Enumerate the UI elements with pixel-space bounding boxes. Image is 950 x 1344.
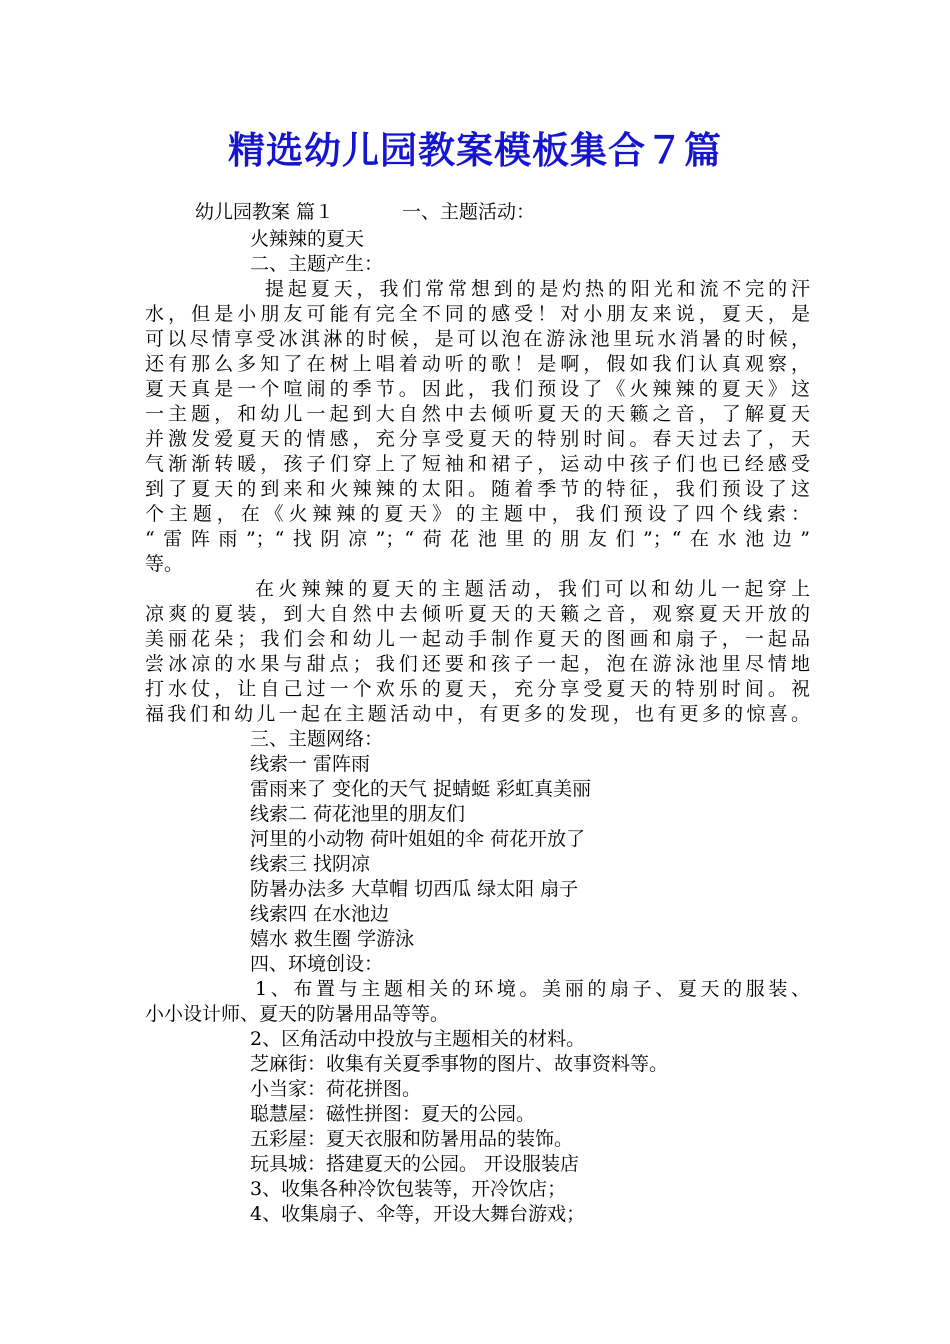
list-item: 河里的小动物 荷叶姐姐的伞 荷花开放了 (250, 828, 586, 850)
paragraph-line: 尝冰凉的水果与甜点；我们还要和孩子一起，泡在游泳池里尽情地 (145, 653, 810, 675)
paragraph-line: 等。 (145, 553, 184, 575)
paragraph-line: 提起夏天，我们常常想到的是灼热的阳光和流不完的汗 (265, 278, 810, 300)
list-item: 4、收集扇子、伞等，开设大舞台游戏； (250, 1203, 586, 1225)
paragraph-line: 可以尽情享受冰淇淋的时候，是可以泡在游泳池里玩水消暑的时候， (145, 328, 810, 350)
paragraph-line: 小小设计师、夏天的防暑用品等等。 (145, 1003, 450, 1025)
list-item: 玩具城：搭建夏天的公园。 开设服装店 (250, 1153, 580, 1175)
list-item: 3、收集各种冷饮包装等，开冷饮店； (250, 1178, 567, 1200)
paragraph-line: “雷阵雨”；“找阴凉”；“荷花池里的朋友们”；“在水池边” (145, 528, 810, 550)
paragraph-line: 水，但是小朋友可能有完全不同的感受！对小朋友来说，夏天，是 (145, 303, 810, 325)
list-item: 雷雨来了 变化的天气 捉蜻蜓 彩虹真美丽 (250, 778, 592, 800)
list-item: 小当家：荷花拼图。 (250, 1078, 422, 1100)
paragraph-line: 打水仗，让自己过一个欢乐的夏天，充分享受夏天的特别时间。祝 (145, 678, 810, 700)
paragraph-line: 福我们和幼儿一起在主题活动中，有更多的发现，也有更多的惊喜。 (145, 703, 810, 725)
list-item: 防暑办法多 大草帽 切西瓜 绿太阳 扇子 (250, 878, 579, 900)
page-title: 精选幼儿园教案模板集合７篇 (228, 128, 722, 172)
paragraph-line: 1、布置与主题相关的环境。美丽的扇子、夏天的服装、 (255, 978, 810, 1000)
paragraph-line: 到了夏天的到来和火辣辣的太阳。随着季节的特征，我们预设了这 (145, 478, 810, 500)
paragraph-line: 在火辣辣的夏天的主题活动，我们可以和幼儿一起穿上 (255, 578, 810, 600)
list-item: 聪慧屋：磁性拼图：夏天的公园。 (250, 1103, 536, 1125)
paragraph-line: 夏天真是一个喧闹的季节。因此，我们预设了《火辣辣的夏天》这 (145, 378, 810, 400)
paragraph-line: 美丽花朵；我们会和幼儿一起动手制作夏天的图画和扇子，一起品 (145, 628, 810, 650)
paragraph-line: 凉爽的夏装，到大自然中去倾听夏天的天籁之音，观察夏天开放的 (145, 603, 810, 625)
paragraph-line: 一主题，和幼儿一起到大自然中去倾听夏天的天籁之音，了解夏天 (145, 403, 810, 425)
paragraph-line: 个主题，在《火辣辣的夏天》的主题中，我们预设了四个线索： (145, 503, 810, 525)
heading-4: 四、环境创设： (250, 953, 384, 975)
section-label: 幼儿园教案 篇１ (195, 201, 335, 223)
heading-2: 二、主题产生： (250, 253, 384, 275)
list-item: 线索二 荷花池里的朋友们 (250, 803, 466, 825)
list-item: 线索三 找阴凉 (250, 853, 371, 875)
paragraph-line: 气渐渐转暖，孩子们穿上了短袖和裙子，运动中孩子们也已经感受 (145, 453, 810, 475)
heading-3: 三、主题网络： (250, 728, 384, 750)
paragraph-line: 并激发爱夏天的情感，充分享受夏天的特别时间。春天过去了，天 (145, 428, 810, 450)
theme-name: 火辣辣的夏天 (250, 228, 365, 250)
paragraph-line: 还有那么多知了在树上唱着动听的歌！是啊，假如我们认真观察， (145, 353, 810, 375)
heading-1: 一、主题活动： (402, 201, 536, 223)
list-item: 线索四 在水池边 (250, 903, 390, 925)
list-item: 嬉水 救生圈 学游泳 (250, 928, 415, 950)
list-item: 五彩屋：夏天衣服和防暑用品的装饰。 (250, 1128, 574, 1150)
list-item: 线索一 雷阵雨 (250, 753, 371, 775)
list-item: 2、区角活动中投放与主题相关的材料。 (250, 1028, 586, 1050)
list-item: 芝麻街：收集有关夏季事物的图片、故事资料等。 (250, 1053, 669, 1075)
